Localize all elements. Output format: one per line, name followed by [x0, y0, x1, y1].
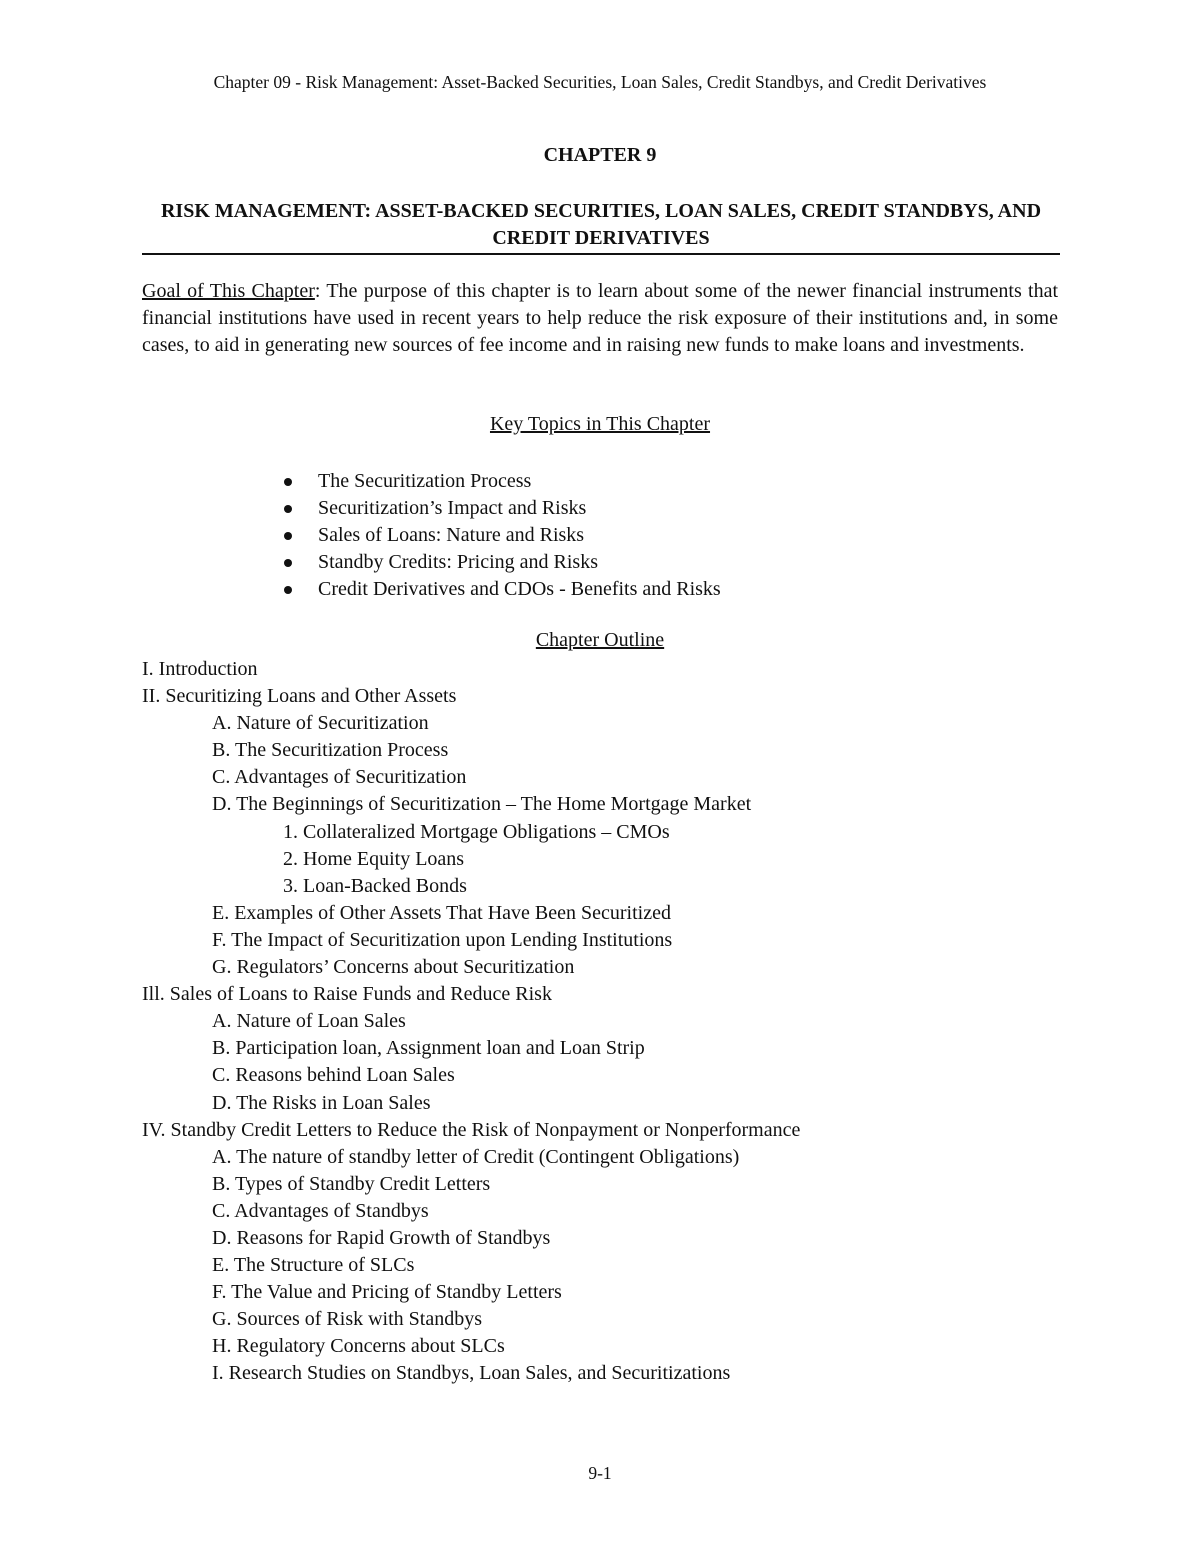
outline-section: IV. Standby Credit Letters to Reduce the Risk of Nonpayment or Nonperformance [142, 1118, 801, 1141]
outline-subsection: F. The Value and Pricing of Standby Letters [212, 1281, 562, 1304]
bullet-icon [284, 532, 292, 540]
page-number: 9-1 [588, 1463, 612, 1483]
outline-subsection: G. Regulators’ Concerns about Securitization [212, 956, 575, 979]
key-topic-item [284, 468, 721, 495]
key-topic-text: Credit Derivatives and CDOs - Benefits and Risks [318, 578, 721, 600]
chapter-outline-heading: Chapter Outline [535, 629, 665, 651]
bullet-icon [284, 559, 292, 567]
key-topic-item [284, 576, 721, 603]
outline-section: II. Securitizing Loans and Other Assets [142, 685, 457, 708]
outline-section: Ill. Sales of Loans to Raise Funds and Reduce Risk [142, 983, 552, 1006]
key-topic-item [284, 495, 721, 522]
chapter-number: CHAPTER 9 [543, 144, 657, 166]
outline-subsection: B. Types of Standby Credit Letters [212, 1172, 491, 1195]
outline-subsection: A. Nature of Securitization [212, 712, 429, 735]
outline-subsection: B. Participation loan, Assignment loan and Loan Strip [212, 1037, 645, 1060]
outline-section: I. Introduction [142, 658, 258, 680]
chapter-goal-paragraph [142, 278, 1058, 360]
goal-text: : The purpose of this chapter is to learn about some of the newer financial instruments that financial institutions have used in recent years to help reduce the risk exposure of their institutions and, in some cases, to aid in generating new sources of fee income and in raising new funds to make loans and investments. [142, 280, 1059, 357]
key-topic-text: Sales of Loans: Nature and Risks [318, 524, 585, 546]
outline-subsection: D. The Beginnings of Securitization – The Home Mortgage Market [212, 793, 752, 816]
key-topic-item [284, 522, 721, 549]
chapter-outline-list [142, 656, 800, 1388]
bullet-icon [284, 505, 292, 513]
bullet-icon [284, 478, 292, 486]
outline-subsection: F. The Impact of Securitization upon Lending Institutions [212, 928, 673, 951]
outline-subsection: E. The Structure of SLCs [212, 1254, 415, 1277]
outline-subitem: 3. Loan-Backed Bonds [283, 874, 467, 897]
outline-subsection: D. Reasons for Rapid Growth of Standbys [212, 1226, 551, 1249]
outline-subsection: I. Research Studies on Standbys, Loan Sales, and Securitizations [212, 1362, 731, 1385]
outline-subsection: C. Advantages of Securitization [212, 766, 467, 789]
key-topic-item [284, 549, 721, 576]
outline-subsection: E. Examples of Other Assets That Have Been Securitized [212, 901, 671, 924]
key-topics-heading: Key Topics in This Chapter [489, 413, 711, 435]
outline-subsection: A. The nature of standby letter of Credit (Contingent Obligations) [212, 1145, 740, 1168]
outline-subsection: A. Nature of Loan Sales [212, 1010, 406, 1033]
key-topics-list [284, 468, 721, 603]
outline-subsection: C. Reasons behind Loan Sales [212, 1064, 455, 1087]
chapter-title: RISK MANAGEMENT: ASSET-BACKED SECURITIES, LOAN SALES, CREDIT STANDBYS, AND CREDIT DERIVATIVES [142, 198, 1060, 255]
bullet-icon [284, 586, 292, 594]
key-topic-text: Standby Credits: Pricing and Risks [318, 551, 598, 573]
outline-subsection: G. Sources of Risk with Standbys [212, 1308, 482, 1331]
goal-label: Goal of This Chapter [142, 280, 315, 302]
running-header: Chapter 09 - Risk Management: Asset-Backed Securities, Loan Sales, Credit Standbys, and Credit Derivatives [213, 72, 987, 92]
outline-subitem: 1. Collateralized Mortgage Obligations – CMOs [283, 820, 670, 843]
outline-subitem: 2. Home Equity Loans [283, 847, 465, 870]
outline-subsection: H. Regulatory Concerns about SLCs [212, 1335, 505, 1358]
outline-subsection: D. The Risks in Loan Sales [212, 1091, 431, 1114]
key-topic-text: Securitization’s Impact and Risks [318, 497, 587, 519]
outline-subsection: B. The Securitization Process [212, 739, 449, 762]
key-topic-text: The Securitization Process [318, 470, 532, 492]
outline-subsection: C. Advantages of Standbys [212, 1199, 429, 1222]
